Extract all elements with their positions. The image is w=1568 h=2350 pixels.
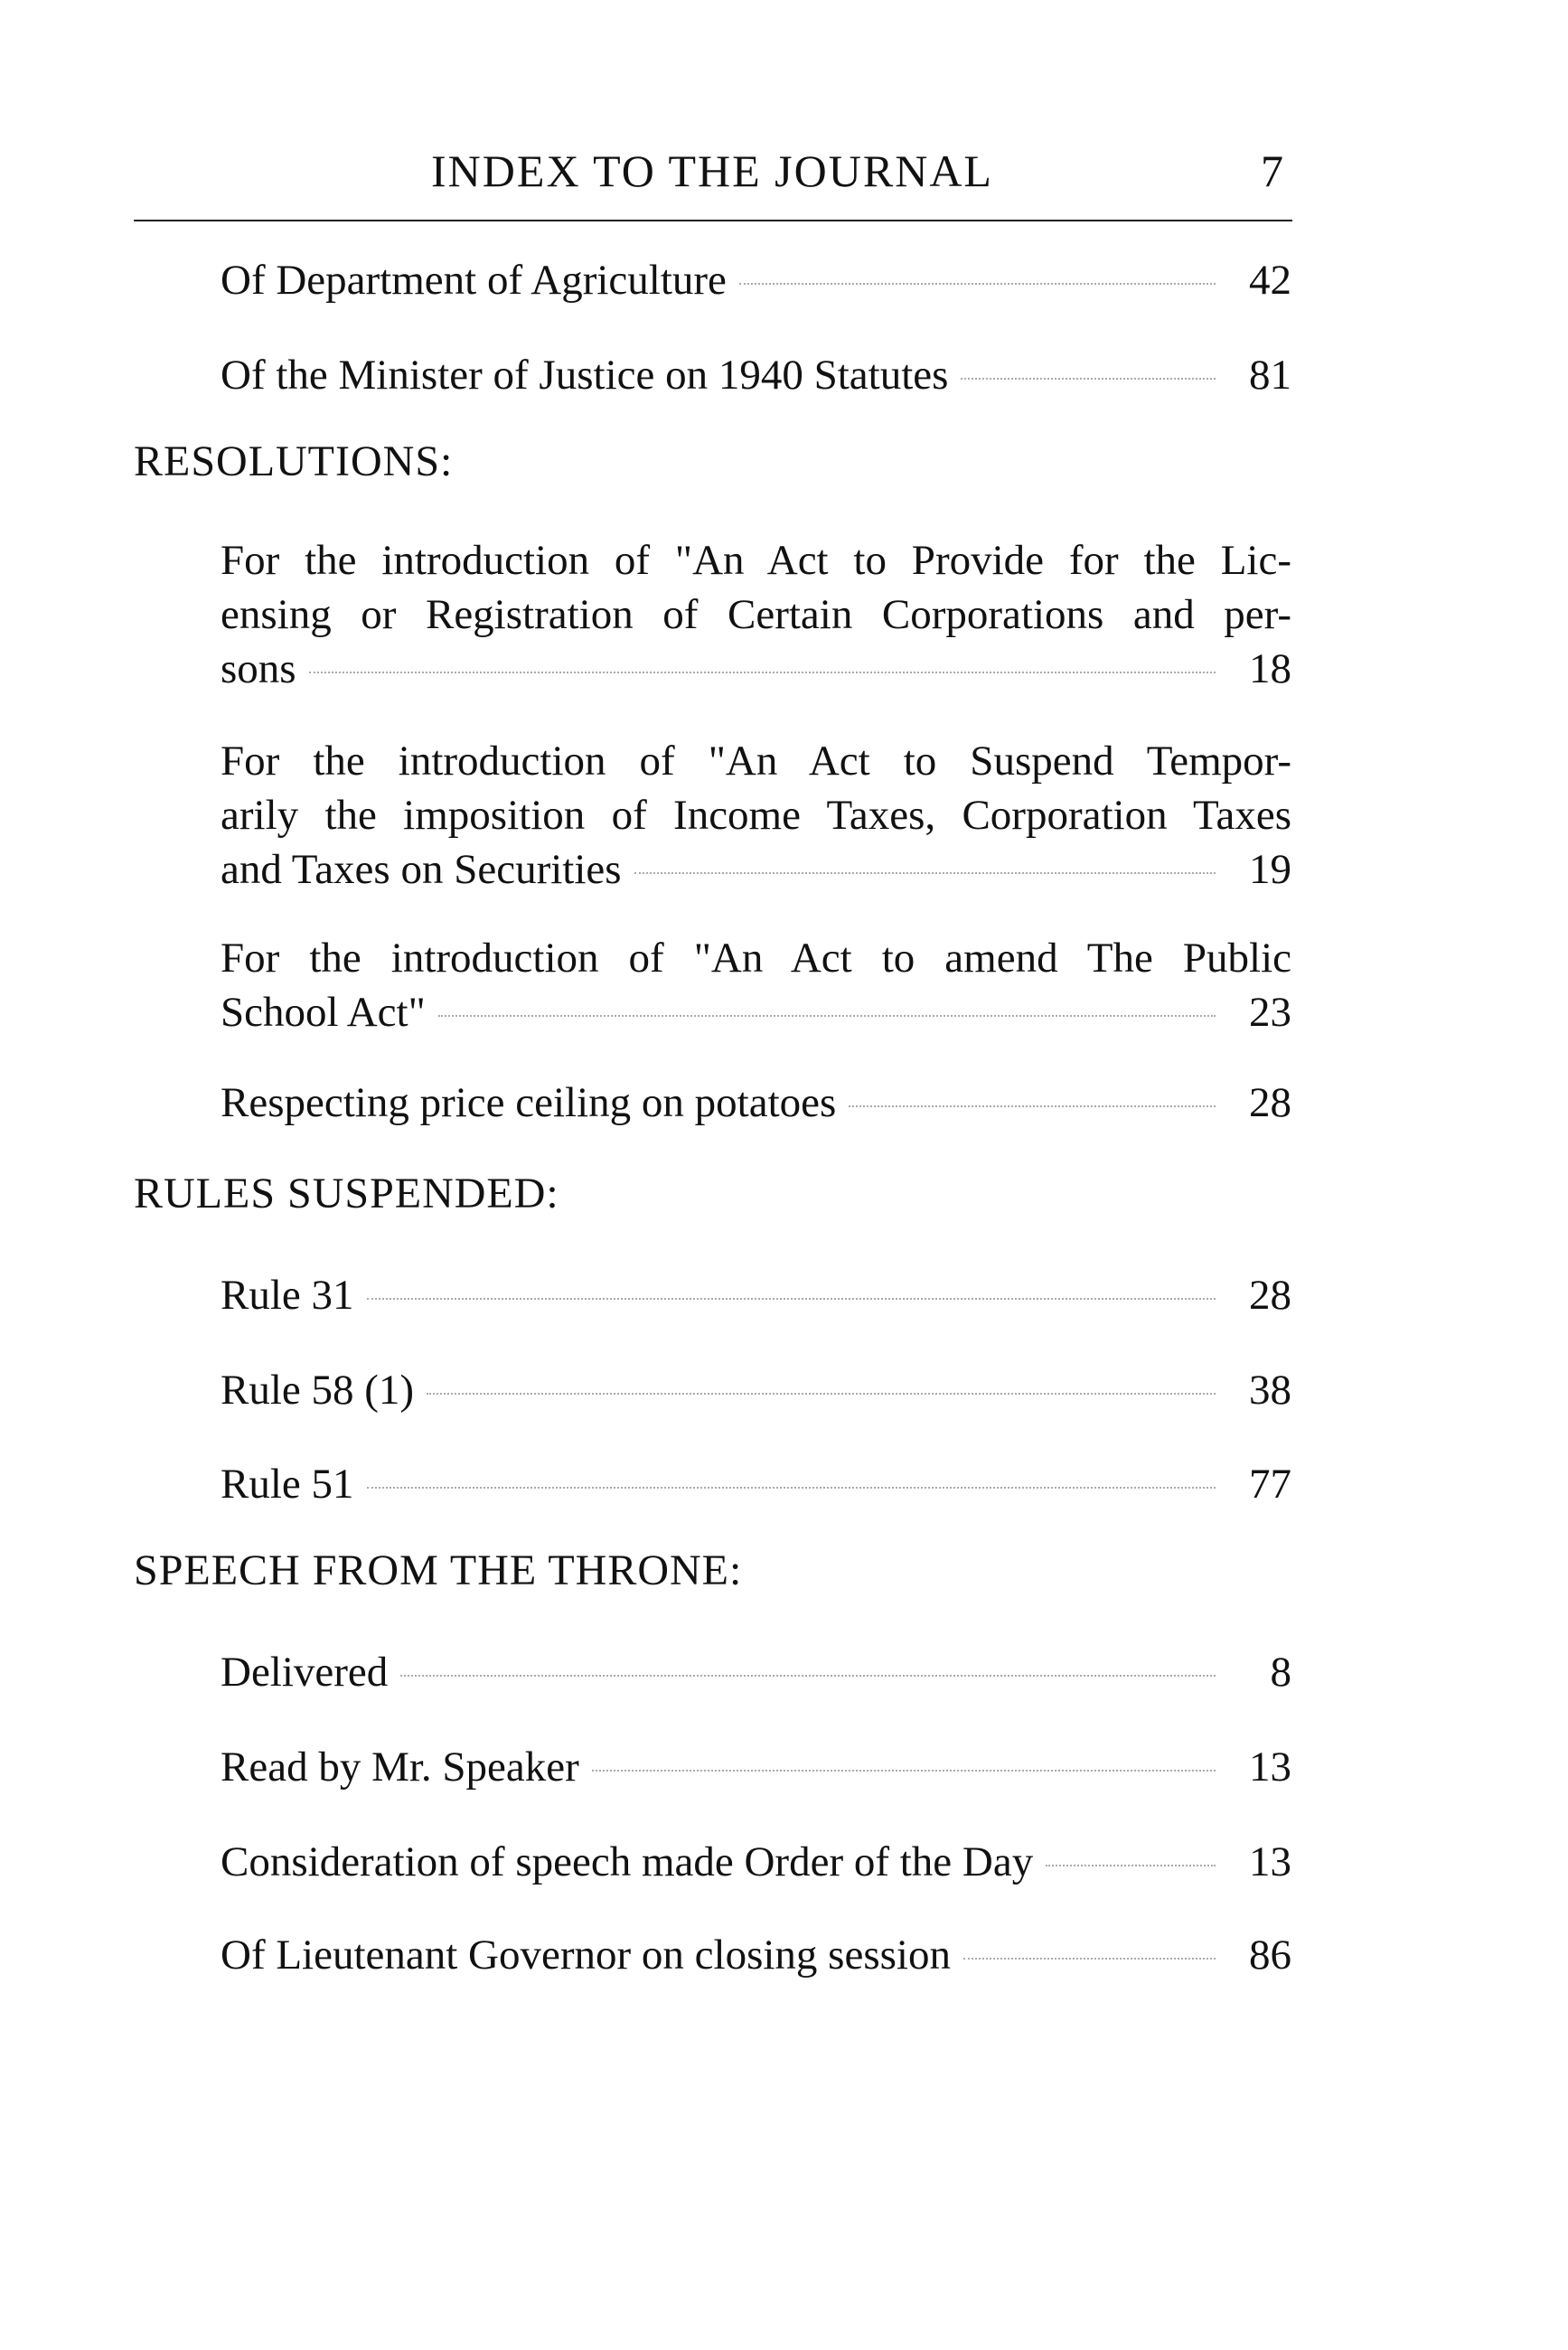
header-rule <box>134 220 1292 221</box>
entry-line: For the introduction of "An Act to amend The Public <box>221 935 1291 982</box>
dot-leader <box>400 1675 1216 1677</box>
index-entry <box>221 1645 1291 1699</box>
entry-page-number: 86 <box>1249 1932 1291 1979</box>
section-heading-rules-suspended: RULES SUSPENDED: <box>134 1170 559 1217</box>
index-entry <box>221 533 1291 696</box>
dot-leader <box>592 1770 1216 1772</box>
dot-leader <box>739 283 1216 285</box>
index-entry <box>221 348 1291 402</box>
entry-text: Of Lieutenant Governor on closing session <box>221 1932 951 1979</box>
dot-leader <box>438 1015 1216 1017</box>
index-entry <box>221 1928 1291 1982</box>
entry-text: sons <box>221 645 296 692</box>
entry-line: ensing or Registration of Certain Corporations and per- <box>221 591 1291 638</box>
index-entry <box>221 1835 1291 1889</box>
entry-page-number: 28 <box>1249 1079 1291 1126</box>
entry-text: Delivered <box>221 1649 389 1696</box>
index-entry <box>221 1268 1291 1322</box>
dot-leader <box>634 872 1216 874</box>
entry-line: For the introduction of "An Act to Provide for the Lic- <box>221 537 1291 584</box>
section-heading-resolutions: RESOLUTIONS: <box>134 437 454 485</box>
entry-page-number: 23 <box>1249 989 1291 1036</box>
entry-page-number: 19 <box>1249 846 1291 893</box>
entry-line: arily the imposition of Income Taxes, Corporation Taxes <box>221 792 1291 839</box>
entry-text: Read by Mr. Speaker <box>221 1744 579 1791</box>
entry-page-number: 38 <box>1249 1367 1291 1414</box>
index-entry <box>221 1457 1291 1511</box>
entry-text: Rule 51 <box>221 1461 354 1508</box>
index-entry <box>221 1076 1291 1130</box>
section-heading-speech-from-the-throne: SPEECH FROM THE THRONE: <box>134 1546 743 1594</box>
entry-text: Consideration of speech made Order of the Day <box>221 1838 1034 1885</box>
index-entry <box>221 253 1291 307</box>
index-entry <box>221 734 1291 897</box>
entry-page-number: 13 <box>1249 1838 1291 1885</box>
index-entry <box>221 931 1291 1039</box>
entry-line: For the introduction of "An Act to Suspend Tempor- <box>221 738 1291 785</box>
entry-page-number: 18 <box>1249 645 1291 692</box>
running-title: INDEX TO THE JOURNAL <box>431 146 993 196</box>
entry-text: Rule 31 <box>221 1272 354 1319</box>
dot-leader <box>367 1487 1216 1489</box>
entry-page-number: 81 <box>1249 352 1291 399</box>
entry-text: Rule 58 (1) <box>221 1367 415 1414</box>
entry-text: and Taxes on Securities <box>221 846 622 893</box>
index-entry <box>221 1363 1291 1417</box>
entry-page-number: 28 <box>1249 1272 1291 1319</box>
entry-page-number: 8 <box>1270 1649 1291 1696</box>
dot-leader <box>309 672 1216 673</box>
index-entry <box>221 1740 1291 1794</box>
dot-leader <box>427 1393 1216 1395</box>
dot-leader <box>963 1958 1216 1960</box>
page-number: 7 <box>1261 146 1283 196</box>
entry-text: Respecting price ceiling on potatoes <box>221 1079 837 1126</box>
page-header <box>134 136 1291 208</box>
dot-leader <box>961 378 1216 380</box>
entry-page-number: 42 <box>1249 257 1291 304</box>
entry-page-number: 77 <box>1249 1461 1291 1508</box>
entry-text: School Act" <box>221 989 426 1036</box>
dot-leader <box>1046 1865 1216 1866</box>
dot-leader <box>367 1298 1216 1300</box>
dot-leader <box>849 1105 1216 1107</box>
entry-page-number: 13 <box>1249 1744 1291 1791</box>
entry-text: Of Department of Agriculture <box>221 257 727 304</box>
entry-text: Of the Minister of Justice on 1940 Statutes <box>221 352 949 399</box>
